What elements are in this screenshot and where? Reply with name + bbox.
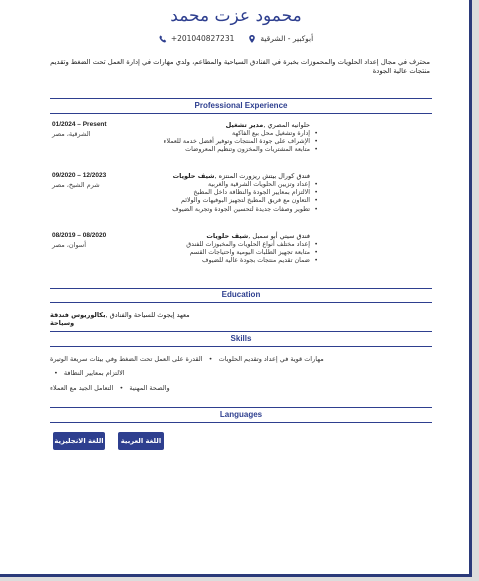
job-company: حلوانيه المصري <box>267 121 310 129</box>
job-bullets <box>130 241 320 266</box>
skill-item: التعامل الجيد مع العملاء <box>50 384 114 392</box>
job-dates: 09/2020 – 12/2023 <box>52 172 107 179</box>
location-pin-icon <box>248 35 256 43</box>
job-bullet: • متابعة تجهيز الطلبات اليومية واحتياجات القسم <box>130 249 310 257</box>
skills-row: الالتزام بمعايير النظافة • <box>54 369 125 377</box>
job-title: مدير تشغيل <box>225 121 264 129</box>
job-bullet: • تطوير وصفات جديدة لتحسين الجودة وتجربة الضيوف <box>130 206 310 214</box>
skills-row: والصحة المهنية • التعامل الجيد مع العملاء <box>50 384 170 392</box>
job-dates: 08/2019 – 08/2020 <box>52 232 107 239</box>
language-badge-english: اللغة الانجليزية <box>53 432 105 450</box>
location-text: أبوكبير - الشرقية <box>260 34 314 43</box>
job-bullets <box>130 130 320 155</box>
job-dates: 01/2024 – Present <box>52 121 107 128</box>
job-location: أسوان، مصر <box>52 241 87 249</box>
skill-item: مهارات قوية في إعداد وتقديم الحلويات <box>218 355 324 363</box>
job-title: شيف حلويات <box>172 172 215 180</box>
job-bullet: • إعداد مختلف أنواع الحلويات والمخبوزات للفندق <box>130 241 310 249</box>
section-rule <box>50 113 432 114</box>
job-location: شرم الشيخ، مصر <box>52 181 100 189</box>
languages-heading: Languages <box>219 410 263 419</box>
language-badge-arabic: اللغة العربية <box>118 432 164 450</box>
phone-text: +201040827231 <box>170 34 235 43</box>
job-bullets <box>130 181 320 214</box>
section-rule <box>50 98 432 99</box>
job-bullet: • التعاون مع فريق المطبخ لتجهيز البوفيهات والولائم <box>130 197 310 205</box>
job-title: شيف حلويات <box>206 232 249 240</box>
job-bullet: • ضمان تقديم منتجات بجودة عالية للضيوف <box>130 257 310 265</box>
candidate-name: محمود عزت محمد <box>170 6 302 26</box>
education-heading: Education <box>221 290 261 299</box>
section-rule <box>50 422 432 423</box>
school-name: معهد إيجوث للسياحة والفنادق <box>109 311 190 319</box>
skills-heading: Skills <box>230 334 252 343</box>
experience-heading: Professional Experience <box>194 101 288 110</box>
skill-item: القدرة على العمل تحت الضغط وفي بيئات سريعة الوتيرة <box>50 355 203 363</box>
job-heading: فندق سيتي أبو سمبل ,شيف حلويات <box>206 232 310 240</box>
job-bullet: • إعداد وتزيين الحلويات الشرقية والغربية <box>130 181 310 189</box>
phone-icon <box>159 35 167 43</box>
skills-row: مهارات قوية في إعداد وتقديم الحلويات • القدرة على العمل تحت الضغط وفي بيئات سريعة الوتيرة <box>50 355 324 363</box>
profile-summary: محترف في مجال إعداد الحلويات والمحموزات بخبرة في الفنادق السياحية والمطاعم، ولدي مهارات في إدارة العمل تحت الضغط وتقديم منتجات عالية الجودة <box>50 58 430 75</box>
section-rule <box>50 407 432 408</box>
job-company: فندق سيتي أبو سمبل <box>252 232 310 240</box>
skill-item: الالتزام بمعايير النظافة <box>63 369 125 377</box>
section-rule <box>50 288 432 289</box>
skill-item: والصحة المهنية <box>129 384 170 392</box>
section-rule <box>50 302 432 303</box>
section-rule <box>50 346 432 347</box>
job-heading: فندق كورال بيتش ريزورت المنتزه ,شيف حلويات <box>172 172 310 180</box>
job-bullet: • الالتزام بمعايير الجودة والنظافة داخل المطبخ <box>130 189 310 197</box>
job-bullet: • متابعة المشتريات والمخزون وتنظيم المعروضات <box>130 146 310 154</box>
job-location: الشرقية، مصر <box>52 130 91 138</box>
job-bullet: • إدارة وتشغيل محل بيع الفاكهة <box>130 130 310 138</box>
job-bullet: • الإشراف على جودة المنتجات وتوفير أفضل خدمة للعملاء <box>130 138 310 146</box>
job-heading: حلوانيه المصري ,مدير تشغيل <box>225 121 310 129</box>
section-rule <box>50 331 432 332</box>
contact-line <box>0 34 472 43</box>
job-company: فندق كورال بيتش ريزورت المنتزه <box>218 172 310 180</box>
degree-name: بكالوريوس فندقة وسياحة <box>50 311 106 327</box>
education-entry: معهد إيجوث للسياحة والفنادق ,بكالوريوس فندقة وسياحة <box>50 311 190 327</box>
